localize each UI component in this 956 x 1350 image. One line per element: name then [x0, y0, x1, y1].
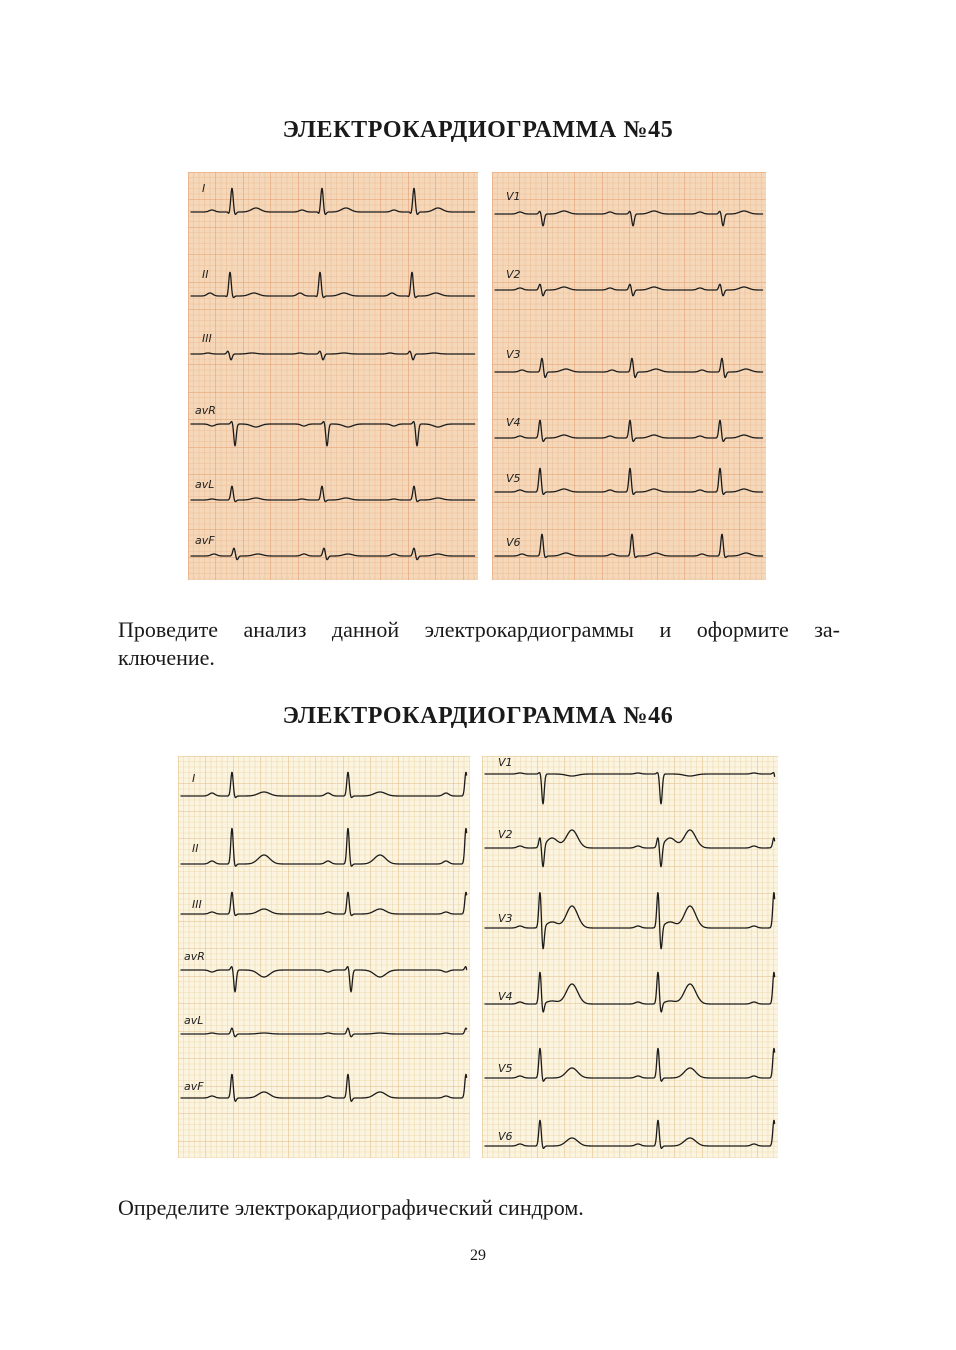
lead-label-V6: V6 [498, 1130, 513, 1143]
ecg46-title: ЭЛЕКТРОКАРДИОГРАММА №46 [282, 703, 674, 729]
ecg46-task: Определите электрокардиографический синдром. [118, 1195, 584, 1220]
lead-label-avR: avR [184, 950, 205, 963]
lead-label-V2: V2 [498, 828, 513, 841]
lead-label-avR: avR [195, 404, 216, 417]
ecg45-task-line-1: Проведите анализ данной электрокардиограммы и оформите за- [118, 617, 840, 642]
ecg45-chest-leads-panel [492, 172, 766, 580]
lead-label-V5: V5 [506, 472, 521, 485]
ecg46-limb-leads-panel [178, 756, 470, 1158]
lead-label-II: II [202, 268, 209, 281]
lead-label-avF: avF [184, 1080, 204, 1093]
ecg45-limb-leads-panel [188, 172, 478, 580]
lead-label-V3: V3 [506, 348, 521, 361]
lead-label-V5: V5 [498, 1062, 513, 1075]
lead-label-III: III [202, 332, 212, 345]
lead-label-V1: V1 [498, 756, 513, 769]
lead-label-V2: V2 [506, 268, 521, 281]
ecg45-task [118, 616, 840, 672]
lead-label-III: III [192, 898, 202, 911]
ecg46-chest-leads-panel [482, 756, 778, 1158]
lead-label-avL: avL [195, 478, 215, 491]
page-number: 29 [470, 1247, 486, 1264]
lead-label-I: I [202, 182, 206, 195]
lead-label-V4: V4 [506, 416, 521, 429]
lead-label-V1: V1 [506, 190, 521, 203]
ecg45-title: ЭЛЕКТРОКАРДИОГРАММА №45 [282, 117, 674, 143]
lead-label-V4: V4 [498, 990, 513, 1003]
lead-label-avF: avF [195, 534, 215, 547]
lead-label-II: II [192, 842, 199, 855]
ecg45-task-line-2: ключение. [118, 645, 215, 670]
ecg-grid-background [482, 756, 778, 1158]
lead-label-I: I [192, 772, 196, 785]
lead-label-V6: V6 [506, 536, 521, 549]
lead-label-V3: V3 [498, 912, 513, 925]
ecg-grid-background [188, 172, 478, 580]
lead-label-avL: avL [184, 1014, 204, 1027]
